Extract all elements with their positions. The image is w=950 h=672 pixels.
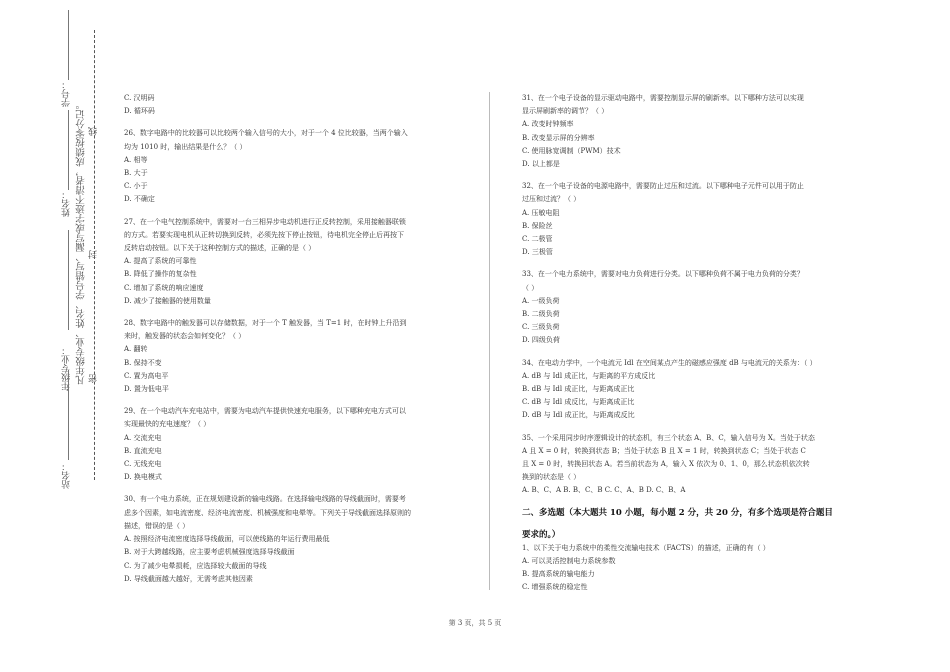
question-text: A 且 X = 0 时，转换到状态 B；当处于状态 B 且 X = 1 时，转换到状态 C；当处于状态 C — [522, 446, 806, 455]
answer-option: D. 导线截面越大越好，无需考虑其他因素 — [124, 574, 253, 583]
seal-dashed-line — [94, 30, 95, 480]
answer-option: D. 减少了接触器的使用数量 — [124, 296, 211, 305]
answer-option: B. 改变显示屏的分辨率 — [522, 133, 595, 142]
question-text: 描述，错误的是（ ） — [124, 521, 190, 530]
question-text: 反转启动按钮。以下关于这种控制方式的描述，正确的是（ ） — [124, 244, 316, 253]
question-text: 均为 1010 时，输出结果是什么？（ ） — [124, 142, 247, 151]
question-text: 30、有一个电力系统，正在规划建设新的输电线路。在选择输电线路的导线截面时，需要考 — [124, 495, 406, 504]
answer-option: A. 按照经济电流密度选择导线截面，可以使线路的年运行费用最低 — [124, 535, 330, 544]
question-text: 29、在一个电动汽车充电站中，需要为电动汽车提供快速充电服务，以下哪种充电方式可以 — [124, 407, 406, 416]
answer-option: D. 循环码 — [124, 107, 155, 116]
answer-option: C. 小于 — [124, 182, 148, 191]
answer-option: A. 翻转 — [124, 345, 148, 354]
answer-option: C. 无线充电 — [124, 460, 162, 469]
answer-option: B. 提高系统的输电能力 — [522, 570, 595, 579]
name-label: 姓名： — [62, 190, 72, 217]
left-question-column — [124, 92, 476, 586]
student-id-underline — [68, 10, 69, 80]
seal-xian: 线 — [89, 127, 99, 136]
seal-feng: 封 — [89, 250, 99, 259]
question-text: 且 X = 0 时，转换回状态 A。若当前状态为 A，输入 X 依次为 0、1、0，那么状态机依次转 — [522, 460, 810, 469]
answer-option: B. 降低了操作的复杂性 — [124, 270, 197, 279]
question-text: 27、在一个电气控制系统中，需要对一台三相异步电动机进行正反转控制，采用接触器联锁 — [124, 217, 406, 226]
answer-option: A. 压敏电阻 — [522, 208, 560, 217]
answer-option: C. dB 与 Idl 成反比，与距离成正比 — [522, 398, 635, 407]
question-text: 显示屏刷新率的调节？（ ） — [522, 107, 609, 116]
question-text: 26、数字电路中的比较器可以比较两个输入信号的大小，对于一个 4 位比较器，当两个输入 — [124, 129, 408, 138]
answer-option: B. 大于 — [124, 169, 148, 178]
question-text: 实现最快的充电速度？（ ） — [124, 420, 211, 429]
question-text: 32、在一个电子设备的电源电路中，需要防止过压和过流。以下哪种电子元件可以用于防止 — [522, 182, 804, 191]
answer-option: C. 二极管 — [522, 235, 553, 244]
major-label: 年级专业： — [62, 346, 72, 391]
answer-option: A. 一级负荷 — [522, 296, 560, 305]
question-text: （ ） — [522, 283, 539, 292]
answer-option: A. B、C、A B. B、C、B C. C、A、B D. C、B、A — [522, 486, 686, 495]
question-text: 31、在一个电子设备的显示驱动电路中，需要控制显示屏的刷新率。以下哪种方法可以实现 — [522, 94, 804, 102]
section-heading: 要求的。） — [522, 529, 561, 540]
answer-option: B. 保持不变 — [124, 358, 162, 367]
answer-option: D. 四级负荷 — [522, 336, 560, 345]
answer-option: A. 改变时钟频率 — [522, 120, 574, 129]
question-text: 28、数字电路中的触发器可以存储数据，对于一个 T 触发器，当 T=1 时，在时钟上升沿到 — [124, 319, 407, 328]
answer-option: D. 置为低电平 — [124, 385, 169, 394]
answer-option: C. 汉明码 — [124, 94, 155, 102]
answer-option: C. 增强系统的稳定性 — [522, 583, 588, 592]
question-text: 虑多个因素，如电流密度、经济电流密度、机械强度和电晕等。下列关于导线截面选择原则的 — [124, 508, 411, 517]
answer-option: A. 提高了系统的可靠性 — [124, 257, 197, 266]
answer-option: C. 三级负荷 — [522, 323, 560, 332]
answer-option: A. dB 与 Idl 成正比，与距离的平方成反比 — [522, 371, 656, 380]
answer-option: B. 直流充电 — [124, 446, 162, 455]
student-id-label: 学号： — [62, 80, 72, 107]
answer-option: A. 可以灵活控制电力系统参数 — [522, 556, 616, 565]
answer-option: B. 保险丝 — [522, 221, 553, 230]
column-divider — [489, 92, 490, 590]
answer-option: D. dB 与 Idl 成正比，与距离成反比 — [522, 411, 635, 420]
question-text: 的方式。若要实现电机从正转切换到反转，必须先按下停止按钮，待电机完全停止后再按下 — [124, 230, 404, 239]
answer-option: D. 不确定 — [124, 195, 155, 204]
page-footer: 第 3 页，共 5 页 — [448, 619, 502, 627]
question-text: 换到的状态是（ ） — [522, 473, 581, 482]
question-text: 34、在电动力学中，一个电流元 Idl 在空间某点产生的磁感应强度 dB 与电流元的关系为：（ ） — [522, 358, 817, 367]
question-text: 过压和过流？（ ） — [522, 195, 581, 204]
answer-option: A. 交流充电 — [124, 433, 162, 442]
question-text: 35、一个采用同步时序逻辑设计的状态机，有三个状态 A、B、C，输入信号为 X。当处于状态 — [522, 433, 815, 442]
question-text: 来时，触发器的状态会如何变化？（ ） — [124, 332, 246, 341]
answer-option: C. 增加了系统的响应速度 — [124, 283, 204, 292]
school-label: 站名： — [62, 462, 72, 489]
seal-mi: 密 — [89, 374, 99, 383]
answer-option: B. 二级负荷 — [522, 310, 560, 319]
notice-text: 凡年级专业、姓名、学号错写、漏写或字迹不清者，成绩按零分记。 — [76, 100, 87, 385]
major-underline — [68, 230, 69, 330]
question-text: 33、在一个电力系统中，需要对电力负荷进行分类。以下哪种负荷不属于电力负荷的分类？ — [522, 270, 804, 279]
right-question-column — [522, 92, 874, 595]
name-underline — [68, 110, 69, 190]
school-underline — [68, 370, 69, 460]
answer-option: A. 相等 — [124, 155, 148, 164]
answer-option: D. 三极管 — [522, 248, 553, 257]
question-text: 1、以下关于电力系统中的柔性交流输电技术（FACTS）的描述，正确的有（ ） — [522, 543, 770, 552]
answer-option: D. 以上都是 — [522, 160, 560, 169]
answer-option: B. dB 与 Idl 成正比，与距离成正比 — [522, 385, 635, 394]
answer-option: C. 置为高电平 — [124, 371, 169, 380]
answer-option: C. 使用脉宽调制（PWM）技术 — [522, 146, 621, 155]
section-heading: 二、多选题（本大题共 10 小题，每小题 2 分，共 20 分，有多个选项是符合题目 — [522, 507, 833, 518]
answer-option: D. 换电模式 — [124, 473, 162, 482]
answer-option: C. 为了减少电晕损耗，应选择较大截面的导线 — [124, 561, 267, 570]
answer-option: B. 对于大跨越线路，应主要考虑机械强度选择导线截面 — [124, 548, 295, 557]
